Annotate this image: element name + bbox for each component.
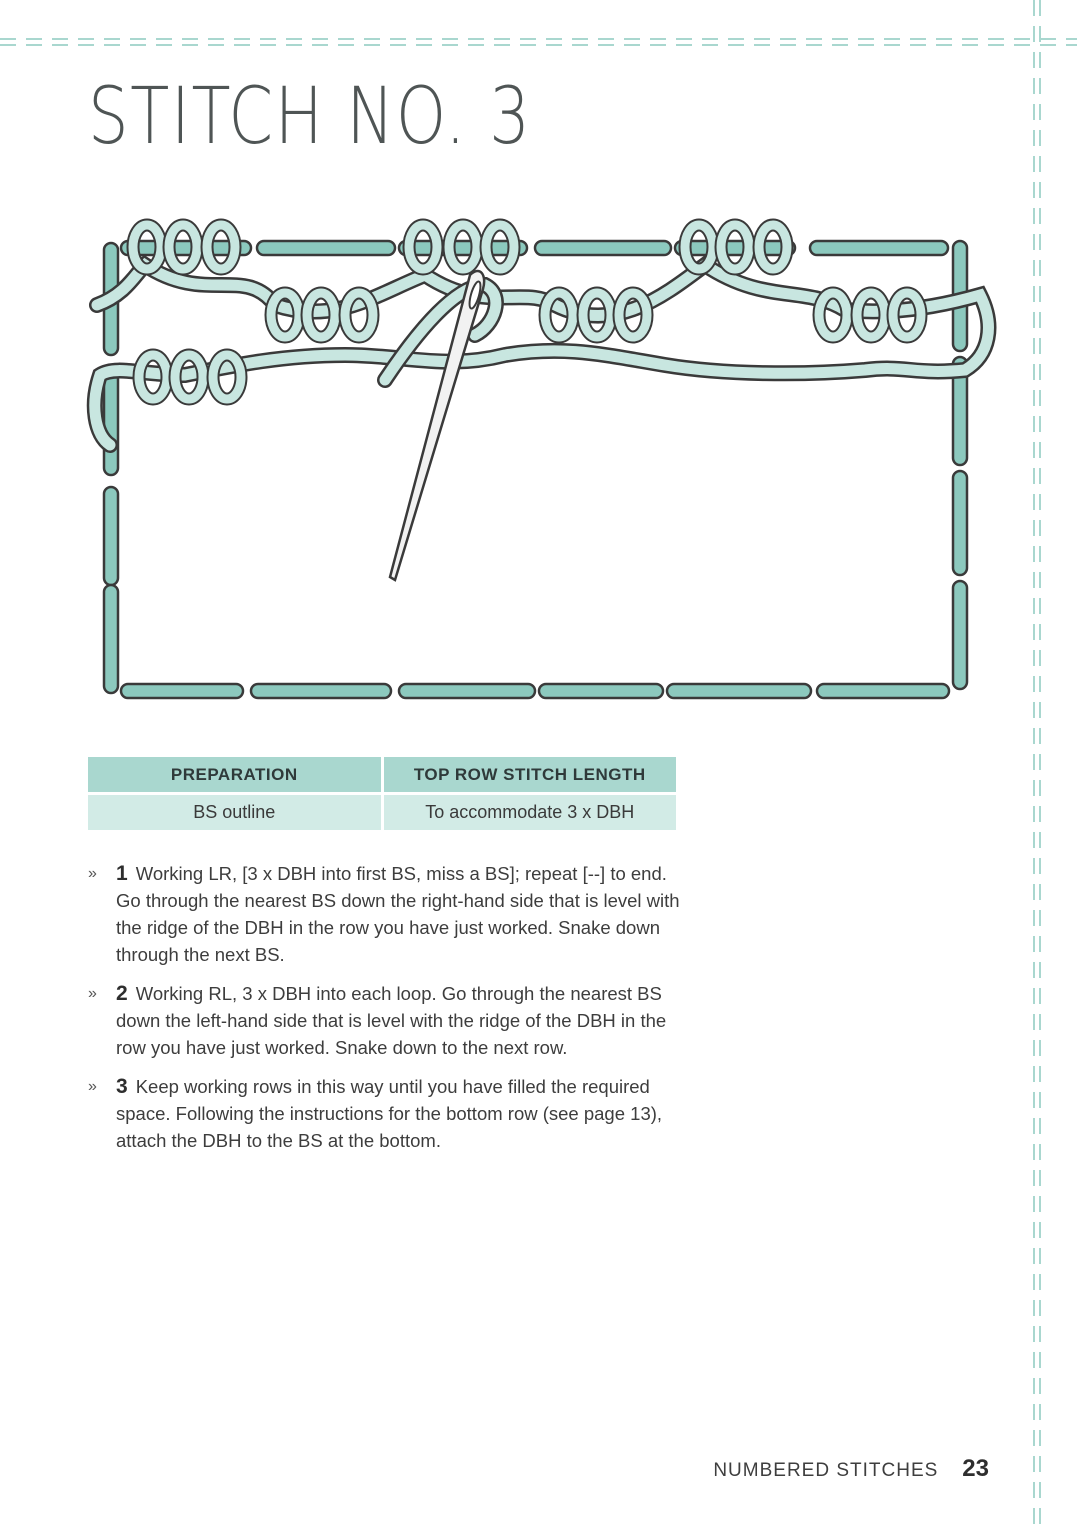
step-text: Keep working rows in this way until you have filled the required space. Following the instructions for the bottom row (see page 13), attach the DBH to the BS at the bottom.: [116, 1076, 663, 1151]
right-stitch-border: [1030, 0, 1044, 1529]
table-cell-preparation: BS outline: [88, 794, 382, 831]
table-cell-stitch-length: To accommodate 3 x DBH: [382, 794, 676, 831]
step-number: 2: [116, 982, 128, 1005]
step-number: 3: [116, 1075, 128, 1098]
left-back-stitches: [104, 243, 118, 693]
step-number: 1: [116, 862, 128, 885]
stitch-illustration: [85, 205, 1000, 705]
table-header-stitch-length: TOP ROW STITCH LENGTH: [382, 757, 676, 794]
bottom-back-stitches: [121, 684, 949, 698]
step-item: [88, 980, 688, 1061]
step-item: [88, 860, 688, 968]
instruction-steps: [88, 860, 688, 1166]
page-title: STITCH NO. 3: [88, 72, 532, 162]
top-stitch-border: [0, 36, 1077, 48]
bullet-icon: »: [88, 985, 97, 1002]
top-back-stitches: [121, 241, 948, 255]
preparation-table: [88, 757, 676, 830]
table-header-preparation: PREPARATION: [88, 757, 382, 794]
bullet-icon: »: [88, 1078, 97, 1095]
page-footer: [713, 1455, 989, 1483]
step-text: Working LR, [3 x DBH into first BS, miss a BS]; repeat [--] to end. Go through the nearest BS down the right-hand side that is level with the ridge of the DBH in the row you have just worked. Snake down through the next BS.: [116, 863, 680, 965]
footer-section-title: NUMBERED STITCHES: [713, 1460, 939, 1481]
step-text: Working RL, 3 x DBH into each loop. Go through the nearest BS down the left-hand side that is level with the ridge of the DBH in the row you have just worked. Snake down to the next row.: [116, 983, 667, 1058]
page-number: 23: [962, 1455, 989, 1482]
table-row: [88, 794, 676, 831]
step-item: [88, 1073, 688, 1154]
bullet-icon: »: [88, 865, 97, 882]
